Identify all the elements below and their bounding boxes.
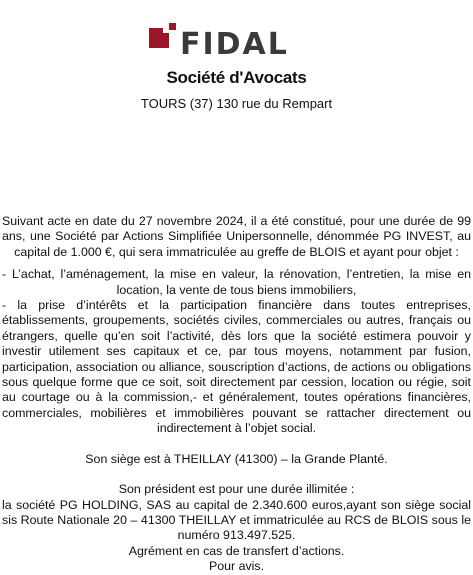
fidal-logo-corner xyxy=(169,23,176,30)
notice-object-1: - L’achat, l’aménagement, la mise en valeur, la rénovation, l’entretien, la mise en location, la vente de tous biens immobiliers, xyxy=(2,267,471,297)
legal-notice xyxy=(2,214,471,575)
notice-intro: Suivant acte en date du 27 novembre 2024, il a été constitué, pour une durée de 99 ans, une Société par Actions Simplifiée Unipersonnelle, dénommée PG INVEST, au capital de 1.000 €, qui sera immatriculée au greffe de BLOIS et ayant pour objet : xyxy=(2,214,471,259)
fidal-logo xyxy=(0,14,473,62)
notice-president: la société PG HOLDING, SAS au capital de 2.340.600 euros,ayant son siège social sis Route Nationale 20 – 41300 THEILLAY et immatriculée au RCS de BLOIS sous le numéro 913.497.525. xyxy=(2,497,471,543)
notice-siege: Son siège est à THEILLAY (41300) – la Grande Planté. xyxy=(85,451,388,466)
firm-title: Société d'Avocats xyxy=(166,68,307,87)
notice-closing: Pour avis. xyxy=(208,559,265,574)
fidal-logo-text: FIDAL xyxy=(180,27,289,62)
notice-object-2: - la prise d’intérêts et la participation financière dans toutes entreprises, établissements, groupements, sociétés civiles, commerciales ou autres, français ou étrangers, quelle qu’en soit l’activité, dès lors que la société estimera pouvoir y investir utilement ses capitaux et ce, par tous moyens, notamment par fusion, participation, association ou alliance, souscription d’actions, de actions ou obligations sous quelque forme que ce soit, soit directement par cession, location ou régie, soit au courtage ou à la commission,- et généralement, toutes opérations financières, commerciales, mobilières et immobilières pouvant se rattacher directement ou indirectement à l’objet social. xyxy=(2,298,471,436)
firm-address: TOURS (37) 130 rue du Rempart xyxy=(140,96,333,111)
notice-agrement: Agrément en cas de transfert d’actions. xyxy=(128,543,345,558)
notice-president-intro: Son président est pour une durée illimitée : xyxy=(118,482,355,497)
